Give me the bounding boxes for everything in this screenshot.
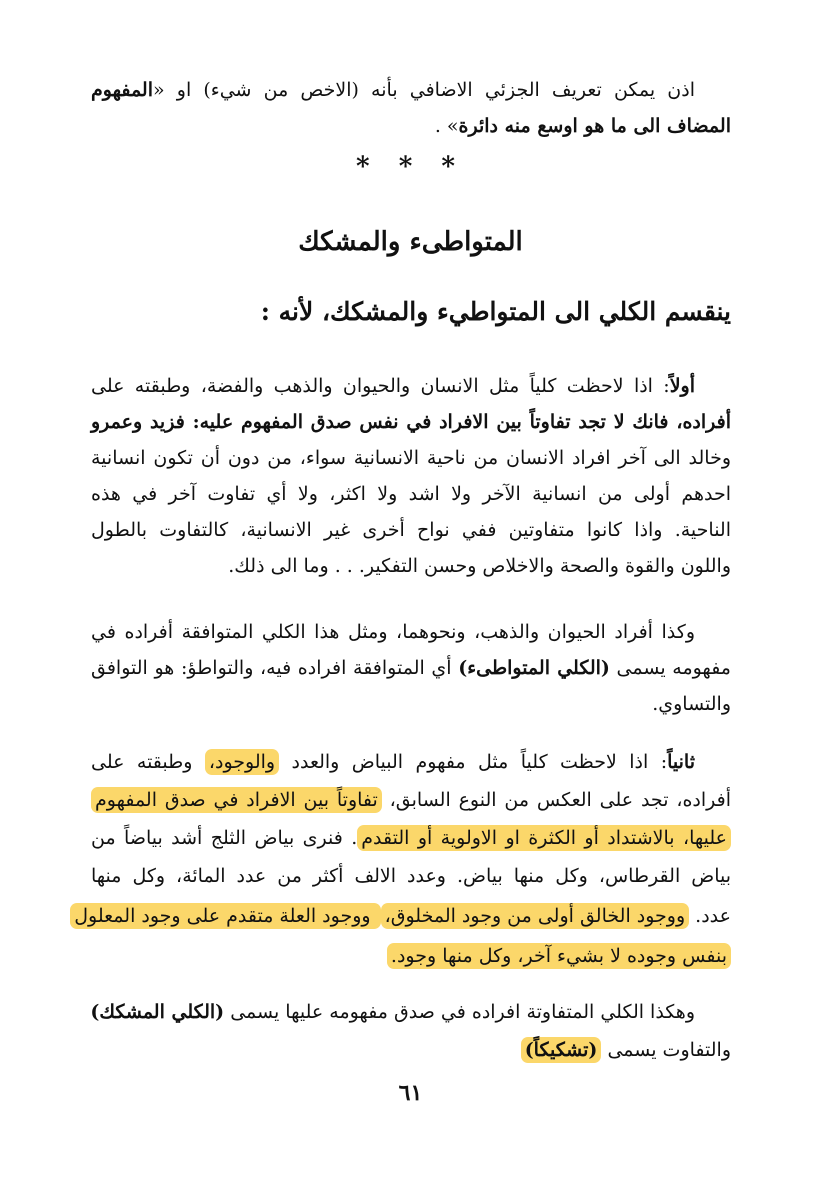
- intro-text: اذن يمكن تعريف الجزئي الاضافي بأنه (الاخص من شيء) او «: [153, 79, 695, 101]
- para1-bold-text: أفراده، فانك لا تجد تفاوتاً بين الافراد في نفس صدق المفهوم عليه:: [184, 411, 731, 433]
- intro-bold-term: المفهوم: [91, 79, 154, 101]
- para1-text: واللون والقوة والصحة والاخلاص وحسن التفكير. . . وما الى ذلك.: [228, 555, 731, 577]
- para1-line-6: [91, 548, 731, 584]
- para2-text: والتساوي.: [652, 693, 731, 715]
- para1-bold-example: فزيد وعمرو: [91, 411, 185, 433]
- para4-line-1: [91, 994, 731, 1030]
- para2-line-2: [91, 650, 731, 686]
- para1-text: الناحية. واذا كانوا متفاوتين ففي نواح أخرى غير الانسانية، كالتفاوت بالطول: [91, 519, 731, 541]
- para3-text: وطبقته على: [91, 751, 205, 773]
- para3-highlight: بنفس وجوده لا بشيء آخر، وكل منها وجود.: [387, 943, 731, 969]
- para3-text: : اذا لاحظت كلياً مثل مفهوم البياض والعدد: [279, 751, 668, 773]
- para4-text: والتفاوت يسمى: [601, 1039, 731, 1061]
- para1-line-4: [91, 476, 731, 512]
- para2-text: أي المتوافقة افراده فيه، والتواطؤ: هو التوافق: [91, 657, 459, 679]
- para1-text: : اذا لاحظت كلياً مثل الانسان والحيوان والذهب والفضة، وطبقته على: [91, 375, 670, 397]
- para3-line-2: [91, 782, 731, 818]
- para3-line-1: [91, 744, 731, 780]
- para2-line-1: [91, 614, 731, 650]
- para1-text: وخالد الى آخر افراد الانسان من ناحية الانسانية سواء، من دون أن تكون انسانية: [91, 447, 731, 469]
- para2-line-3: [91, 686, 731, 722]
- para1-text: احدهم أولى من انسانية الآخر ولا اشد ولا اكثر، ولا أي تفاوت آخر في هذه: [91, 483, 731, 505]
- intro-bold-definition: المضاف الى ما هو اوسع منه دائرة: [458, 115, 731, 137]
- intro-line-2: [91, 108, 731, 144]
- para4-highlight: (تشكيكاً): [521, 1037, 602, 1063]
- para2-text: وكذا أفراد الحيوان والذهب، ونحوهما، ومثل هذا الكلي المتوافقة أفراده في: [91, 621, 695, 643]
- para3-highlight: تفاوتاً بين الافراد في صدق المفهوم: [91, 787, 382, 813]
- page-number: ٦١: [398, 1080, 423, 1106]
- para3-line-6: [91, 938, 731, 974]
- para2-text: مفهومه يسمى: [609, 657, 731, 679]
- section-subtitle: ينقسم الكلي الى المتواطيء والمشكك، لأنه :: [260, 297, 731, 326]
- para3-line-3: [91, 820, 731, 856]
- para3-highlight: عليها، بالاشتداد أو الكثرة او الاولوية أو التقدم: [357, 825, 731, 851]
- intro-quote-end: » .: [434, 115, 459, 137]
- section-separator: * * *: [356, 152, 465, 182]
- para3-text: عدد.: [689, 905, 731, 927]
- para4-bold-term: (الكلي المشكك): [90, 1001, 225, 1023]
- para3-text: أفراده، تجد على العكس من النوع السابق،: [381, 789, 731, 811]
- para4-line-2: [91, 1032, 731, 1068]
- para2-bold-term: (الكلي المتواطىء): [458, 657, 610, 679]
- para1-line-5: [91, 512, 731, 548]
- intro-line-1: [91, 72, 731, 108]
- para3-highlight: ووجود الخالق أولى من وجود المخلوق،: [381, 903, 690, 929]
- para1-line-2: [91, 404, 731, 440]
- para3-text: . فنرى بياض الثلج أشد بياضاً من: [91, 827, 358, 849]
- para4-text: وهكذا الكلي المتفاوتة افراده في صدق مفهومه عليها يسمى: [224, 1001, 695, 1023]
- para3-line-5: [74, 898, 731, 934]
- para1-lead: أولاً: [669, 375, 695, 397]
- para3-text: بياض القرطاس، وكل منها بياض. وعدد الالف أكثر من عدد المائة، وكل منها: [91, 865, 731, 887]
- para3-lead: ثانياً: [667, 751, 696, 773]
- para1-line-3: [91, 440, 731, 476]
- para3-highlight: والوجود،: [205, 749, 279, 775]
- section-title: المتواطىء والمشكك: [298, 227, 523, 257]
- para3-line-4: [91, 858, 731, 894]
- para3-highlight: ووجود العلة متقدم على وجود المعلول: [70, 903, 380, 929]
- para1-line-1: [91, 368, 731, 404]
